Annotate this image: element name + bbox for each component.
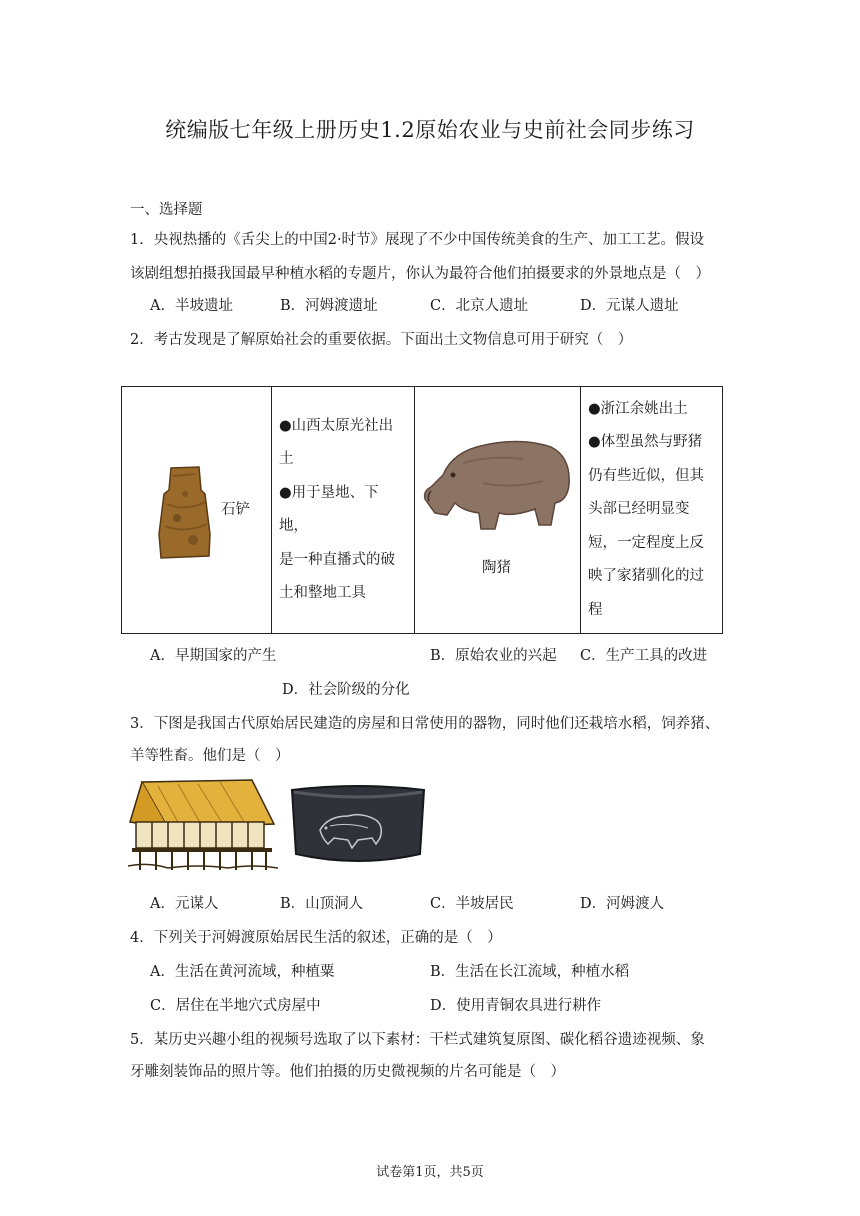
- q4-option-c[interactable]: C．居住在半地穴式房屋中: [150, 998, 321, 1014]
- shovel-info-line: ●用于垦地、下地，: [279, 484, 379, 534]
- pig-info-line: 程: [588, 601, 603, 618]
- section-heading: 一、选择题: [130, 202, 203, 218]
- q2-option-d[interactable]: D．社会阶级的分化: [282, 682, 410, 698]
- stilt-house-image: [128, 778, 278, 874]
- q3-option-b[interactable]: B．山顶洞人: [280, 896, 364, 912]
- shovel-cell: [122, 387, 272, 634]
- page-footer: 试卷第1页，共5页: [376, 1165, 484, 1180]
- shovel-info-line: 土和整地工具: [279, 585, 366, 601]
- black-pottery-bowl-image: [288, 782, 428, 868]
- shovel-info-line: 土: [279, 451, 294, 467]
- pig-info-cell: [581, 387, 723, 634]
- q4-stem: 4．下列关于河姆渡原始居民生活的叙述，正确的是（ ）: [130, 930, 502, 946]
- q4-option-a[interactable]: A．生活在黄河流域，种植粟: [150, 964, 335, 980]
- q1-option-d[interactable]: D．元谋人遗址: [580, 298, 679, 314]
- q1-stem-line2: 该剧组想拍摄我国最早种植水稻的专题片，你认为最符合他们拍摄要求的外景地点是（ ）: [130, 266, 710, 282]
- q4-option-b[interactable]: B．生活在长江流域，种植水稻: [430, 964, 630, 980]
- q5-stem-line2: 牙雕刻装饰品的照片等。他们拍摄的历史微视频的片名可能是（ ）: [130, 1064, 565, 1080]
- q1-stem-line1: 1．央视热播的《舌尖上的中国2·时节》展现了不少中国传统美食的生产、加工工艺。假设: [130, 232, 705, 248]
- q3-stem-line2: 羊等牲畜。他们是（ ）: [130, 748, 290, 764]
- stone-shovel-image: [155, 464, 215, 562]
- q4-option-d[interactable]: D．使用青铜农具进行耕作: [430, 998, 602, 1014]
- pig-label: 陶猪: [482, 560, 511, 576]
- pig-cell: [415, 387, 581, 634]
- pottery-pig-image: [423, 433, 573, 533]
- shovel-info-line: ●山西太原光社出: [279, 417, 394, 434]
- q1-option-c[interactable]: C．北京人遗址: [430, 298, 529, 314]
- shovel-info-line: 是一种直播式的破: [279, 551, 395, 568]
- q3-stem-line1: 3．下图是我国古代原始居民建造的房屋和日常使用的器物，同时他们还栽培水稻，饲养猪、: [130, 716, 720, 732]
- pig-info-line: 短，一定程度上反: [588, 534, 704, 551]
- q2-option-a[interactable]: A．早期国家的产生: [150, 648, 277, 664]
- page-title: 统编版七年级上册历史1.2原始农业与史前社会同步练习: [165, 118, 695, 142]
- pig-info-line: 头部已经明显变: [588, 501, 690, 518]
- q1-option-b[interactable]: B．河姆渡遗址: [280, 298, 378, 314]
- pig-info-line: 仍有些近似，但其: [588, 467, 704, 484]
- artifact-table: [121, 386, 723, 634]
- q2-option-b[interactable]: B．原始农业的兴起: [430, 648, 557, 664]
- pig-info-line: 映了家猪驯化的过: [588, 568, 704, 585]
- q3-option-d[interactable]: D．河姆渡人: [580, 896, 665, 912]
- shovel-label: 石铲: [221, 502, 250, 518]
- shovel-info-cell: [272, 387, 415, 634]
- pig-info-line: ●浙江余姚出土: [588, 400, 688, 417]
- pig-info-line: ●体型虽然与野猪: [588, 434, 703, 451]
- q5-stem-line1: 5．某历史兴趣小组的视频号选取了以下素材：干栏式建筑复原图、碳化稻谷遗迹视频、象: [130, 1032, 705, 1048]
- q3-option-c[interactable]: C．半坡居民: [430, 896, 514, 912]
- q3-option-a[interactable]: A．元谋人: [150, 896, 219, 912]
- q1-option-a[interactable]: A．半坡遗址: [150, 298, 233, 314]
- q2-option-c[interactable]: C．生产工具的改进: [580, 648, 708, 664]
- q2-stem: 2．考古发现是了解原始社会的重要依据。下面出土文物信息可用于研究（ ）: [130, 332, 633, 348]
